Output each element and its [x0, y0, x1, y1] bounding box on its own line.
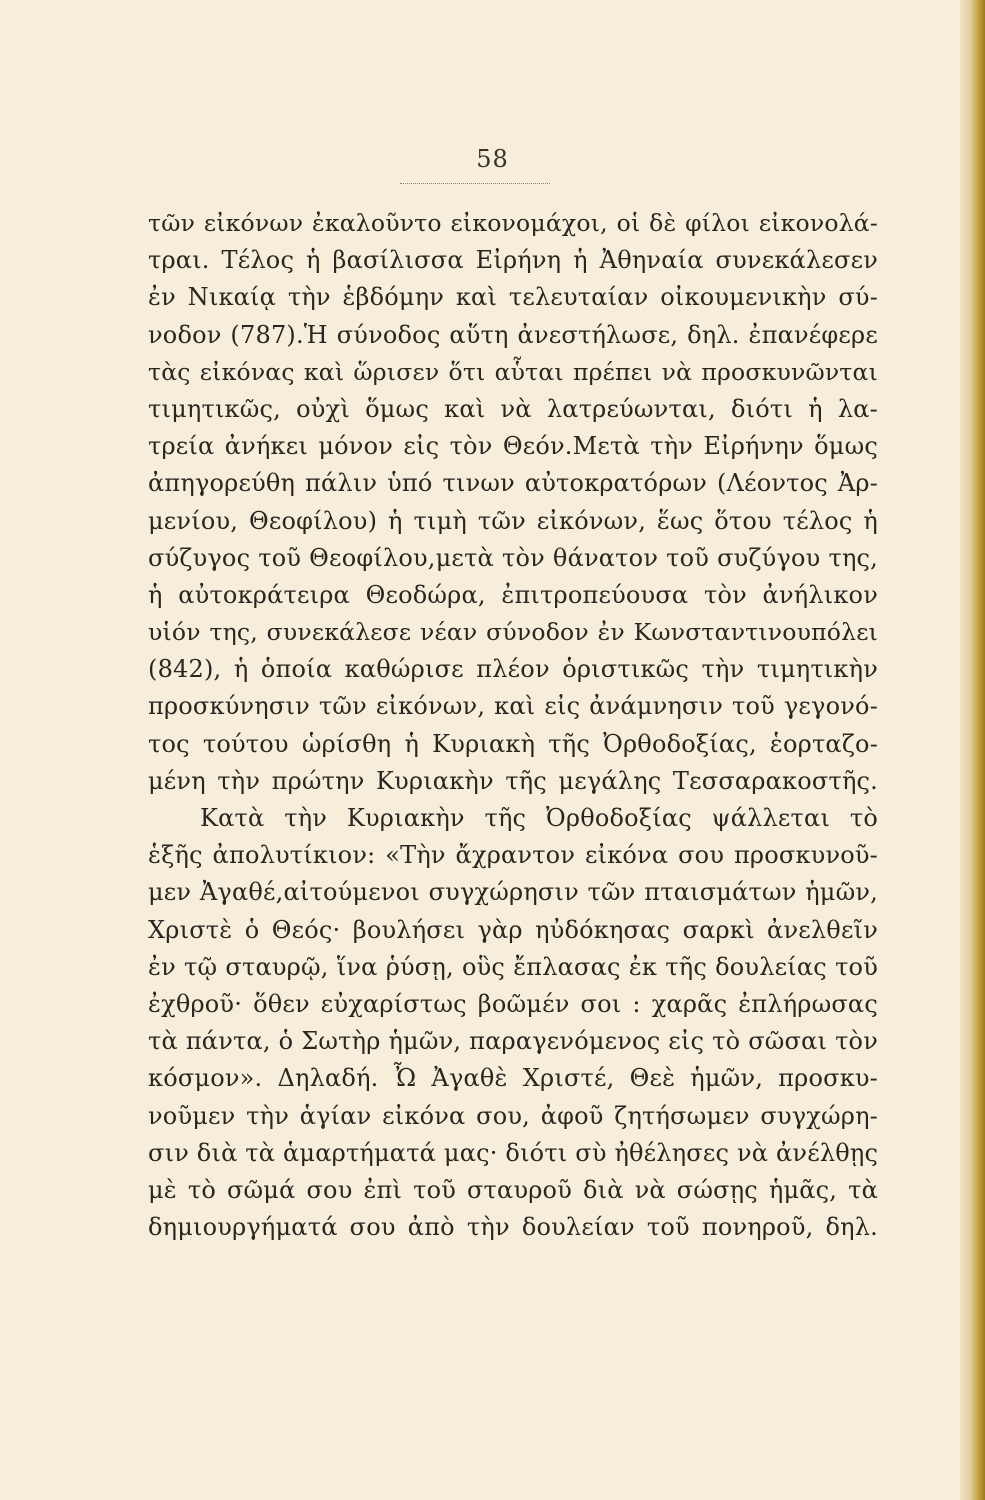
text-line: ἐν Νικαίᾳ τὴν ἑβδόμην καὶ τελευταίαν οἰκουμενικὴν σύ-	[148, 283, 878, 312]
paragraph-start-line: Κατὰ τὴν Κυριακὴν τῆς Ὀρθοδοξίας ψάλλεται τὸ	[200, 804, 878, 832]
page-number-divider	[400, 183, 550, 184]
text-line: κόσμον». Δηλαδή. Ὦ Ἀγαθὲ Χριστέ, Θεὲ ἡμῶν, προσκυ-	[148, 1064, 878, 1093]
text-line: ἑξῆς ἀπολυτίκιον: «Τὴν ἄχραντον εἰκόνα σου προσκυνοῦ-	[148, 841, 878, 870]
text-line: ἡ αὐτοκράτειρα Θεοδώρα, ἐπιτροπεύουσα τὸν ἀνήλικον	[148, 580, 878, 609]
page-edge-binding	[960, 0, 985, 1500]
text-line: σύζυγος τοῦ Θεοφίλου,μετὰ τὸν θάνατον τοῦ συζύγου της,	[148, 543, 878, 572]
text-line: νοῦμεν τὴν ἁγίαν εἰκόνα σου, ἀφοῦ ζητήσωμεν συγχώρη-	[148, 1101, 878, 1130]
text-line: μενίου, Θεοφίλου) ἡ τιμὴ τῶν εἰκόνων, ἕως ὅτου τέλος ἡ	[148, 506, 878, 535]
page-number: 58	[476, 145, 509, 173]
text-line: νοδον (787).Ἡ σύνοδος αὕτη ἀνεστήλωσε, δηλ. ἐπανέφερε	[148, 320, 878, 349]
text-line: τῶν εἰκόνων ἐκαλοῦντο εἰκονομάχοι, οἱ δὲ φίλοι εἰκονολά-	[148, 209, 878, 237]
text-line: σιν διὰ τὰ ἁμαρτήματά μας· διότι σὺ ἠθέλησες νὰ ἀνέλθῃς	[148, 1138, 879, 1167]
text-line: (842), ἡ ὁποία καθώρισε πλέον ὁριστικῶς τὴν τιμητικὴν	[148, 655, 878, 684]
text-line: τος τούτου ὡρίσθη ἡ Κυριακὴ τῆς Ὀρθοδοξίας, ἑορταζο-	[148, 729, 878, 758]
text-line: τραι. Τέλος ἡ βασίλισσα Εἰρήνη ἡ Ἀθηναία συνεκάλεσεν	[148, 246, 878, 275]
text-line: τὰς εἰκόνας καὶ ὥρισεν ὅτι αὗται πρέπει νὰ προσκυνῶνται	[148, 357, 878, 386]
text-line: μὲ τὸ σῶμά σου ἐπὶ τοῦ σταυροῦ διὰ νὰ σώσῃς ἡμᾶς, τὰ	[148, 1175, 878, 1204]
text-line: τρεία ἀνήκει μόνον εἰς τὸν Θεόν.Μετὰ τὴν Εἰρήνην ὅμως	[148, 432, 878, 461]
text-line: Χριστὲ ὁ Θεός· βουλήσει γὰρ ηὐδόκησας σαρκὶ ἀνελθεῖν	[148, 915, 878, 944]
text-line: τὰ πάντα, ὁ Σωτὴρ ἡμῶν, παραγενόμενος εἰς τὸ σῶσαι τὸν	[148, 1027, 878, 1056]
text-line: ἀπηγορεύθη πάλιν ὑπό τινων αὐτοκρατόρων (Λέοντος Ἀρ-	[148, 469, 878, 498]
text-line: υἱόν της, συνεκάλεσε νέαν σύνοδον ἐν Κωνσταντινουπόλει	[148, 618, 878, 647]
body-text	[148, 205, 878, 1246]
text-line: ἐν τῷ σταυρῷ, ἵνα ῥύσῃ, οὓς ἔπλασας ἐκ τῆς δουλείας τοῦ	[148, 952, 878, 981]
paragraph-end-line: μένη τὴν πρώτην Κυριακὴν τῆς μεγάλης Τεσσαρακοστῆς.	[148, 766, 878, 795]
text-line: ἐχθροῦ· ὅθεν εὐχαρίστως βοῶμέν σοι : χαρᾶς ἐπλήρωσας	[148, 989, 878, 1018]
text-line: μεν Ἀγαθέ,αἰτούμενοι συγχώρησιν τῶν πταισμάτων ἡμῶν,	[148, 878, 878, 907]
text-line: προσκύνησιν τῶν εἰκόνων, καὶ εἰς ἀνάμνησιν τοῦ γεγονό-	[148, 692, 878, 721]
text-line: δημιουργήματά σου ἀπὸ τὴν δουλείαν τοῦ πονηροῦ, δηλ.	[148, 1213, 878, 1242]
text-line: τιμητικῶς, οὐχὶ ὅμως καὶ νὰ λατρεύωνται, διότι ἡ λα-	[148, 394, 878, 423]
